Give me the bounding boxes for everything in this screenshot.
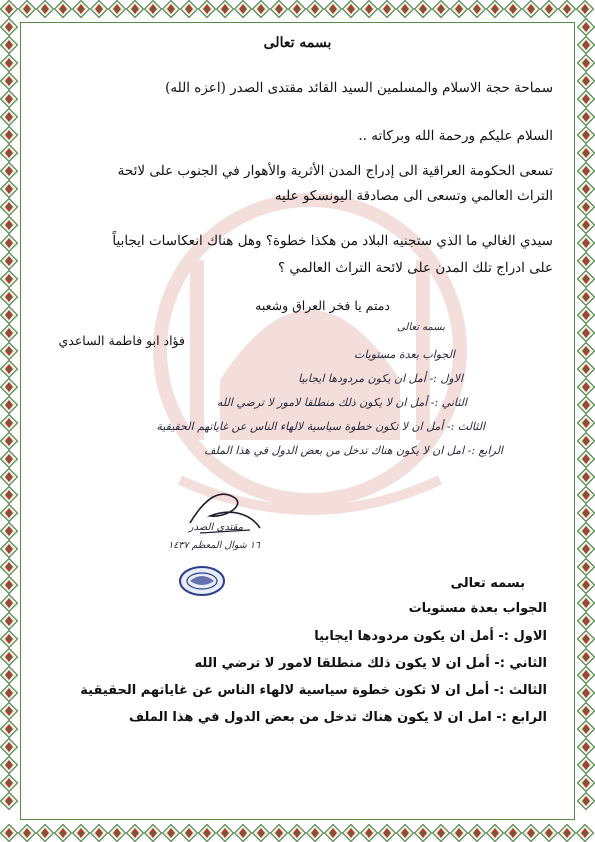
border-motif	[523, 1, 540, 18]
border-motif	[578, 739, 595, 756]
border-motif	[1, 451, 18, 468]
border-motif	[578, 505, 595, 522]
border-motif	[1, 667, 18, 684]
border-motif	[109, 825, 126, 842]
border-motif	[578, 181, 595, 198]
border-motif	[253, 825, 270, 842]
border-motif	[578, 415, 595, 432]
border-motif	[1, 253, 18, 270]
border-motif	[37, 1, 54, 18]
letter-sender: فؤاد ابو فاطمة الساعدي	[58, 333, 185, 348]
border-motif	[1, 793, 18, 810]
border-motif	[235, 825, 252, 842]
border-motif	[578, 685, 595, 702]
border-motif	[578, 451, 595, 468]
border-motif	[578, 289, 595, 306]
border-motif	[451, 825, 468, 842]
border-motif	[1, 523, 18, 540]
border-motif	[1, 685, 18, 702]
border-motif	[451, 1, 468, 18]
handwritten-line1: الجواب بعدة مستويات	[354, 348, 455, 361]
border-motif	[19, 1, 36, 18]
border-motif	[271, 1, 288, 18]
border-motif	[487, 1, 504, 18]
border-motif	[578, 55, 595, 72]
border-motif	[578, 307, 595, 324]
border-motif	[1, 109, 18, 126]
border-motif	[1, 235, 18, 252]
border-motif	[1, 775, 18, 792]
border-motif	[578, 793, 595, 810]
border-motif	[1, 541, 18, 558]
border-motif	[127, 825, 144, 842]
border-motif	[578, 109, 595, 126]
border-motif	[73, 1, 90, 18]
border-motif	[578, 487, 595, 504]
border-motif	[1, 1, 18, 18]
border-motif	[1, 433, 18, 450]
letter-closing: دمتم يا فخر العراق وشعبه	[255, 298, 390, 313]
handwritten-line2: الاول :- أمل ان يكون مردودها ايجابيا	[298, 372, 463, 385]
border-motif	[433, 825, 450, 842]
border-motif	[199, 825, 216, 842]
border-motif	[487, 825, 504, 842]
border-motif	[578, 379, 595, 396]
border-motif	[578, 235, 595, 252]
border-motif	[1, 361, 18, 378]
border-motif	[578, 757, 595, 774]
border-motif	[578, 469, 595, 486]
border-motif	[379, 1, 396, 18]
border-motif	[1, 757, 18, 774]
border-motif	[577, 825, 594, 842]
border-motif	[469, 1, 486, 18]
border-motif	[578, 721, 595, 738]
border-motif	[1, 649, 18, 666]
border-motif	[578, 631, 595, 648]
border-motif	[578, 523, 595, 540]
border-motif	[469, 825, 486, 842]
border-motif	[1, 19, 18, 36]
border-motif	[578, 361, 595, 378]
border-motif	[578, 271, 595, 288]
border-motif	[217, 1, 234, 18]
border-motif	[578, 577, 595, 594]
border-motif	[578, 145, 595, 162]
border-motif	[109, 1, 126, 18]
border-motif	[1, 181, 18, 198]
border-motif	[325, 1, 342, 18]
border-motif	[1, 559, 18, 576]
border-motif	[1, 739, 18, 756]
border-motif	[1, 703, 18, 720]
border-motif	[577, 1, 594, 18]
border-motif	[1, 163, 18, 180]
border-motif	[343, 825, 360, 842]
reply-item4: الرابع :- امل ان لا يكون هناك تدخل من بعض الدول في هذا الملف	[129, 710, 547, 725]
letter-question-line2: على ادراج تلك المدن على لائحة التراث العالمي ؟	[278, 260, 553, 276]
border-motif	[1, 487, 18, 504]
border-motif	[578, 649, 595, 666]
border-motif	[1, 127, 18, 144]
border-motif	[578, 199, 595, 216]
border-motif	[415, 1, 432, 18]
letter-body-line2: التراث العالمي وتسعى الى مصادقة اليونسكو عليه	[274, 188, 553, 204]
border-motif	[55, 1, 72, 18]
border-motif	[1, 397, 18, 414]
border-motif	[1, 721, 18, 738]
border-motif	[578, 775, 595, 792]
border-motif	[55, 825, 72, 842]
letter-greeting: السلام عليكم ورحمة الله وبركاته ..	[358, 128, 553, 144]
letter-addressee: سماحة حجة الاسلام والمسلمين السيد القائد مقتدى الصدر (اعزه الله)	[165, 80, 553, 96]
border-motif	[217, 825, 234, 842]
border-motif	[163, 1, 180, 18]
border-motif	[578, 325, 595, 342]
border-motif	[1, 199, 18, 216]
border-motif	[559, 1, 576, 18]
letter-heading: بسمه تعالى	[263, 35, 332, 51]
border-motif	[1, 55, 18, 72]
border-motif	[127, 1, 144, 18]
border-motif	[1, 613, 18, 630]
border-motif	[271, 825, 288, 842]
border-motif	[559, 825, 576, 842]
border-motif	[578, 541, 595, 558]
border-motif	[361, 1, 378, 18]
border-motif	[1, 145, 18, 162]
border-motif	[578, 91, 595, 108]
border-motif	[145, 825, 162, 842]
border-motif	[181, 1, 198, 18]
border-motif	[1, 325, 18, 342]
handwritten-line3: الثاني :- أمل ان لا يكون ذلك منطلقا لامور لا ترضي الله	[216, 396, 467, 409]
border-motif	[1, 379, 18, 396]
border-motif	[505, 825, 522, 842]
border-motif	[289, 1, 306, 18]
border-motif	[1, 289, 18, 306]
border-motif	[578, 559, 595, 576]
border-motif	[578, 703, 595, 720]
border-motif	[1, 631, 18, 648]
border-motif	[578, 253, 595, 270]
border-motif	[541, 1, 558, 18]
handwritten-line5: الرابع :- امل ان لا يكون هناك تدخل من بعض الدول في هذا الملف	[204, 444, 503, 457]
border-motif	[541, 825, 558, 842]
border-motif	[379, 825, 396, 842]
border-motif	[415, 825, 432, 842]
border-motif	[1, 91, 18, 108]
border-motif	[1, 415, 18, 432]
border-motif	[1, 271, 18, 288]
border-motif	[1, 825, 18, 842]
office-seal-stamp	[178, 565, 226, 597]
reply-item1: الاول :- أمل ان يكون مردودها ايجابيا	[314, 629, 547, 644]
border-motif	[1, 343, 18, 360]
border-motif	[163, 825, 180, 842]
border-motif	[307, 1, 324, 18]
signature-date: ١٦ شوال المعظم ١٤٣٧	[168, 540, 260, 551]
border-motif	[505, 1, 522, 18]
reply-item3: الثالث :- أمل ان لا تكون خطوة سياسية لالهاء الناس عن غاياتهم الحقيقية	[80, 683, 547, 698]
border-motif	[307, 825, 324, 842]
border-motif	[578, 163, 595, 180]
border-motif	[19, 825, 36, 842]
border-motif	[73, 825, 90, 842]
border-motif	[289, 825, 306, 842]
border-motif	[578, 127, 595, 144]
border-motif	[145, 1, 162, 18]
border-motif	[1, 595, 18, 612]
border-motif	[523, 825, 540, 842]
border-motif	[578, 343, 595, 360]
border-motif	[91, 825, 108, 842]
handwritten-signature	[180, 478, 270, 548]
reply-intro: الجواب بعدة مستويات	[408, 601, 547, 616]
border-motif	[397, 825, 414, 842]
border-motif	[199, 1, 216, 18]
border-motif	[578, 73, 595, 90]
border-motif	[361, 825, 378, 842]
border-motif	[181, 825, 198, 842]
border-motif	[578, 217, 595, 234]
border-motif	[578, 433, 595, 450]
border-motif	[397, 1, 414, 18]
border-motif	[433, 1, 450, 18]
border-motif	[1, 217, 18, 234]
handwritten-line4: الثالث :- أمل ان لا تكون خطوة سياسية لالهاء الناس عن غاياتهم الحقيقية	[156, 420, 485, 433]
border-motif	[578, 397, 595, 414]
border-motif	[578, 19, 595, 36]
border-motif	[1, 73, 18, 90]
border-motif	[1, 505, 18, 522]
border-motif	[578, 595, 595, 612]
signature-name: مقتدى الصدر	[188, 522, 243, 533]
border-motif	[578, 613, 595, 630]
border-motif	[343, 1, 360, 18]
border-motif	[1, 307, 18, 324]
border-motif	[1, 469, 18, 486]
reply-heading: بسمه تعالى	[450, 576, 525, 591]
letter-question-line1: سيدي الغالي ما الذي ستجنيه البلاد من هكذا خطوة؟ وهل هناك انعكاسات ايجابياً	[112, 233, 553, 249]
border-motif	[37, 825, 54, 842]
border-motif	[253, 1, 270, 18]
letter-body-line1: تسعى الحكومة العراقية الى إدراج المدن الأثرية والأهوار في الجنوب على لائحة	[117, 163, 553, 179]
border-motif	[325, 825, 342, 842]
border-motif	[578, 667, 595, 684]
handwritten-heading: بسمه تعالى	[396, 322, 445, 333]
border-motif	[1, 577, 18, 594]
reply-item2: الثاني :- أمل ان لا يكون ذلك منطلقا لامور لا ترضي الله	[194, 656, 547, 671]
border-motif	[235, 1, 252, 18]
border-motif	[91, 1, 108, 18]
